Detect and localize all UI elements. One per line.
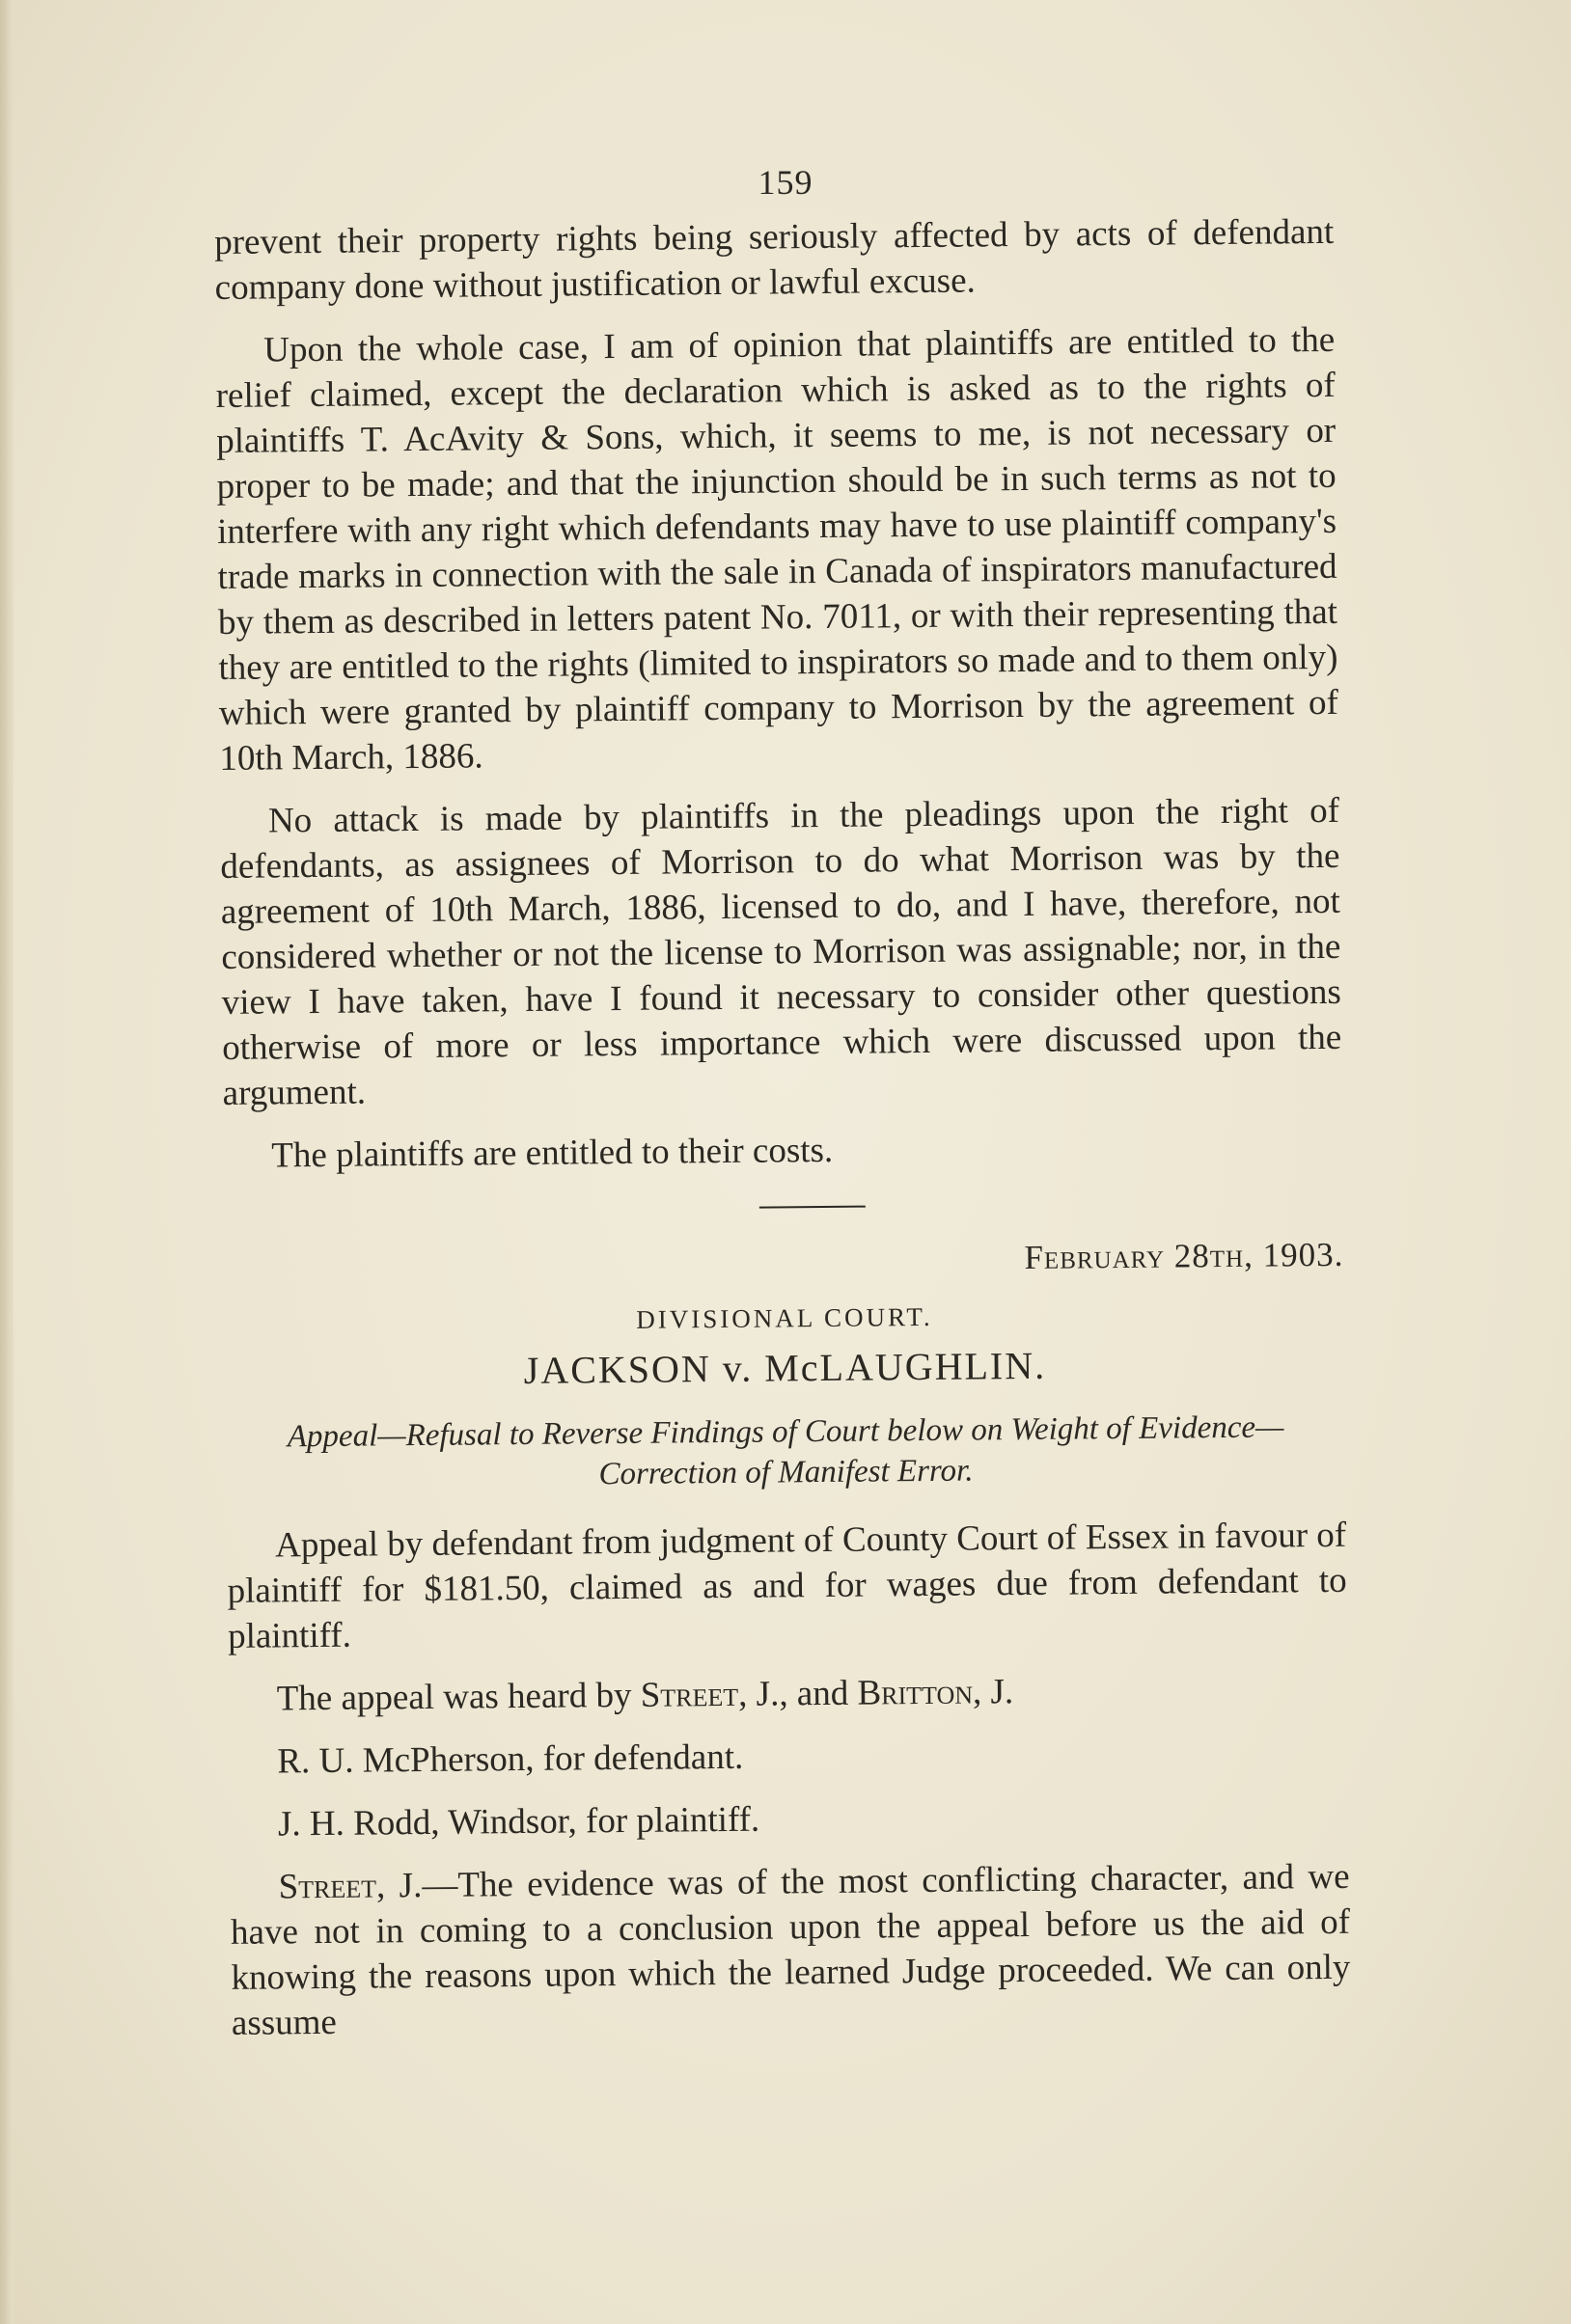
paragraph-heard-by — [228, 1666, 1347, 1722]
case-title: JACKSON v. McLAUGHLIN. — [523, 1343, 1047, 1392]
paragraph-opinion-conclusion: Upon the whole case, I am of opinion that plaintiffs are entitled to the relief claimed, except the declaration which is asked as to the rights of plaintiffs T. AcAvity & Sons, which, it seems to me, is not necessary or proper to be made; and that the injunction should be in such terms as not to interfere with any right which defendants may have to use plaintiff company's trade marks in connection with the sale in Canada of inspirators manufactured by them as described in letters patent No. 7011, or with their representing that they are entitled to the rights (limited to inspirators so made and to them only) which were granted by plaintiff company to Morrison by the agreement of 10th March, 1886. — [215, 319, 1339, 779]
opinion-judge-name: Street — [278, 1866, 377, 1907]
heard-suffix: , J. — [972, 1672, 1014, 1712]
paragraph-appeal: Appeal by defendant from judgment of County Court of Essex in favour of plaintiff for $181.50, claimed as and for wages due from defendant to plaintiff. — [227, 1515, 1347, 1656]
page-spine-shadow — [0, 0, 14, 2324]
court-name: DIVISIONAL COURT. — [636, 1301, 933, 1334]
paragraph-opinion — [230, 1854, 1351, 2046]
case-date: February 28th, 1903. — [1024, 1235, 1344, 1276]
counsel-defendant: R. U. McPherson, for defendant. — [277, 1736, 744, 1782]
heard-mid: , J., and — [737, 1673, 858, 1714]
paragraph-continuation: prevent their property rights being seriously affected by acts of defendant company done without justification or lawful excuse. — [214, 211, 1335, 308]
judge-name: Britton — [857, 1672, 974, 1713]
opinion-text: , J.—The evidence was of the most conflicting character, and we have not in coming to a conclusion upon the appeal before us the aid of knowing the reasons upon which the learned Judge proceeded. We can only assume — [230, 1856, 1351, 2043]
paragraph-costs: The plaintiffs are entitled to their costs. — [271, 1130, 834, 1176]
page-body — [214, 209, 1351, 2064]
paragraph-no-attack: No attack is made by plaintiffs in the pleadings upon the right of defendants, as assignees of Morrison to do what Morrison was by the agreement of 10th March, 1886, licensed to do, and I have, therefore, not considered whether or not the license to Morrison was assignable; nor, in the view I have taken, have I found it necessary to consider other questions otherwise of more or less importance which were discussed upon the argument. — [220, 790, 1342, 1113]
case-headnote: Appeal—Refusal to Reverse Findings of Court below on Weight of Evidence—Correction of Manifest Error. — [287, 1409, 1284, 1492]
judge-name: Street — [640, 1674, 739, 1715]
page-number: 159 — [758, 163, 813, 202]
counsel-plaintiff: J. H. Rodd, Windsor, for plaintiff. — [277, 1799, 760, 1845]
heard-prefix: The appeal was heard by — [276, 1675, 641, 1719]
section-divider — [759, 1206, 866, 1209]
